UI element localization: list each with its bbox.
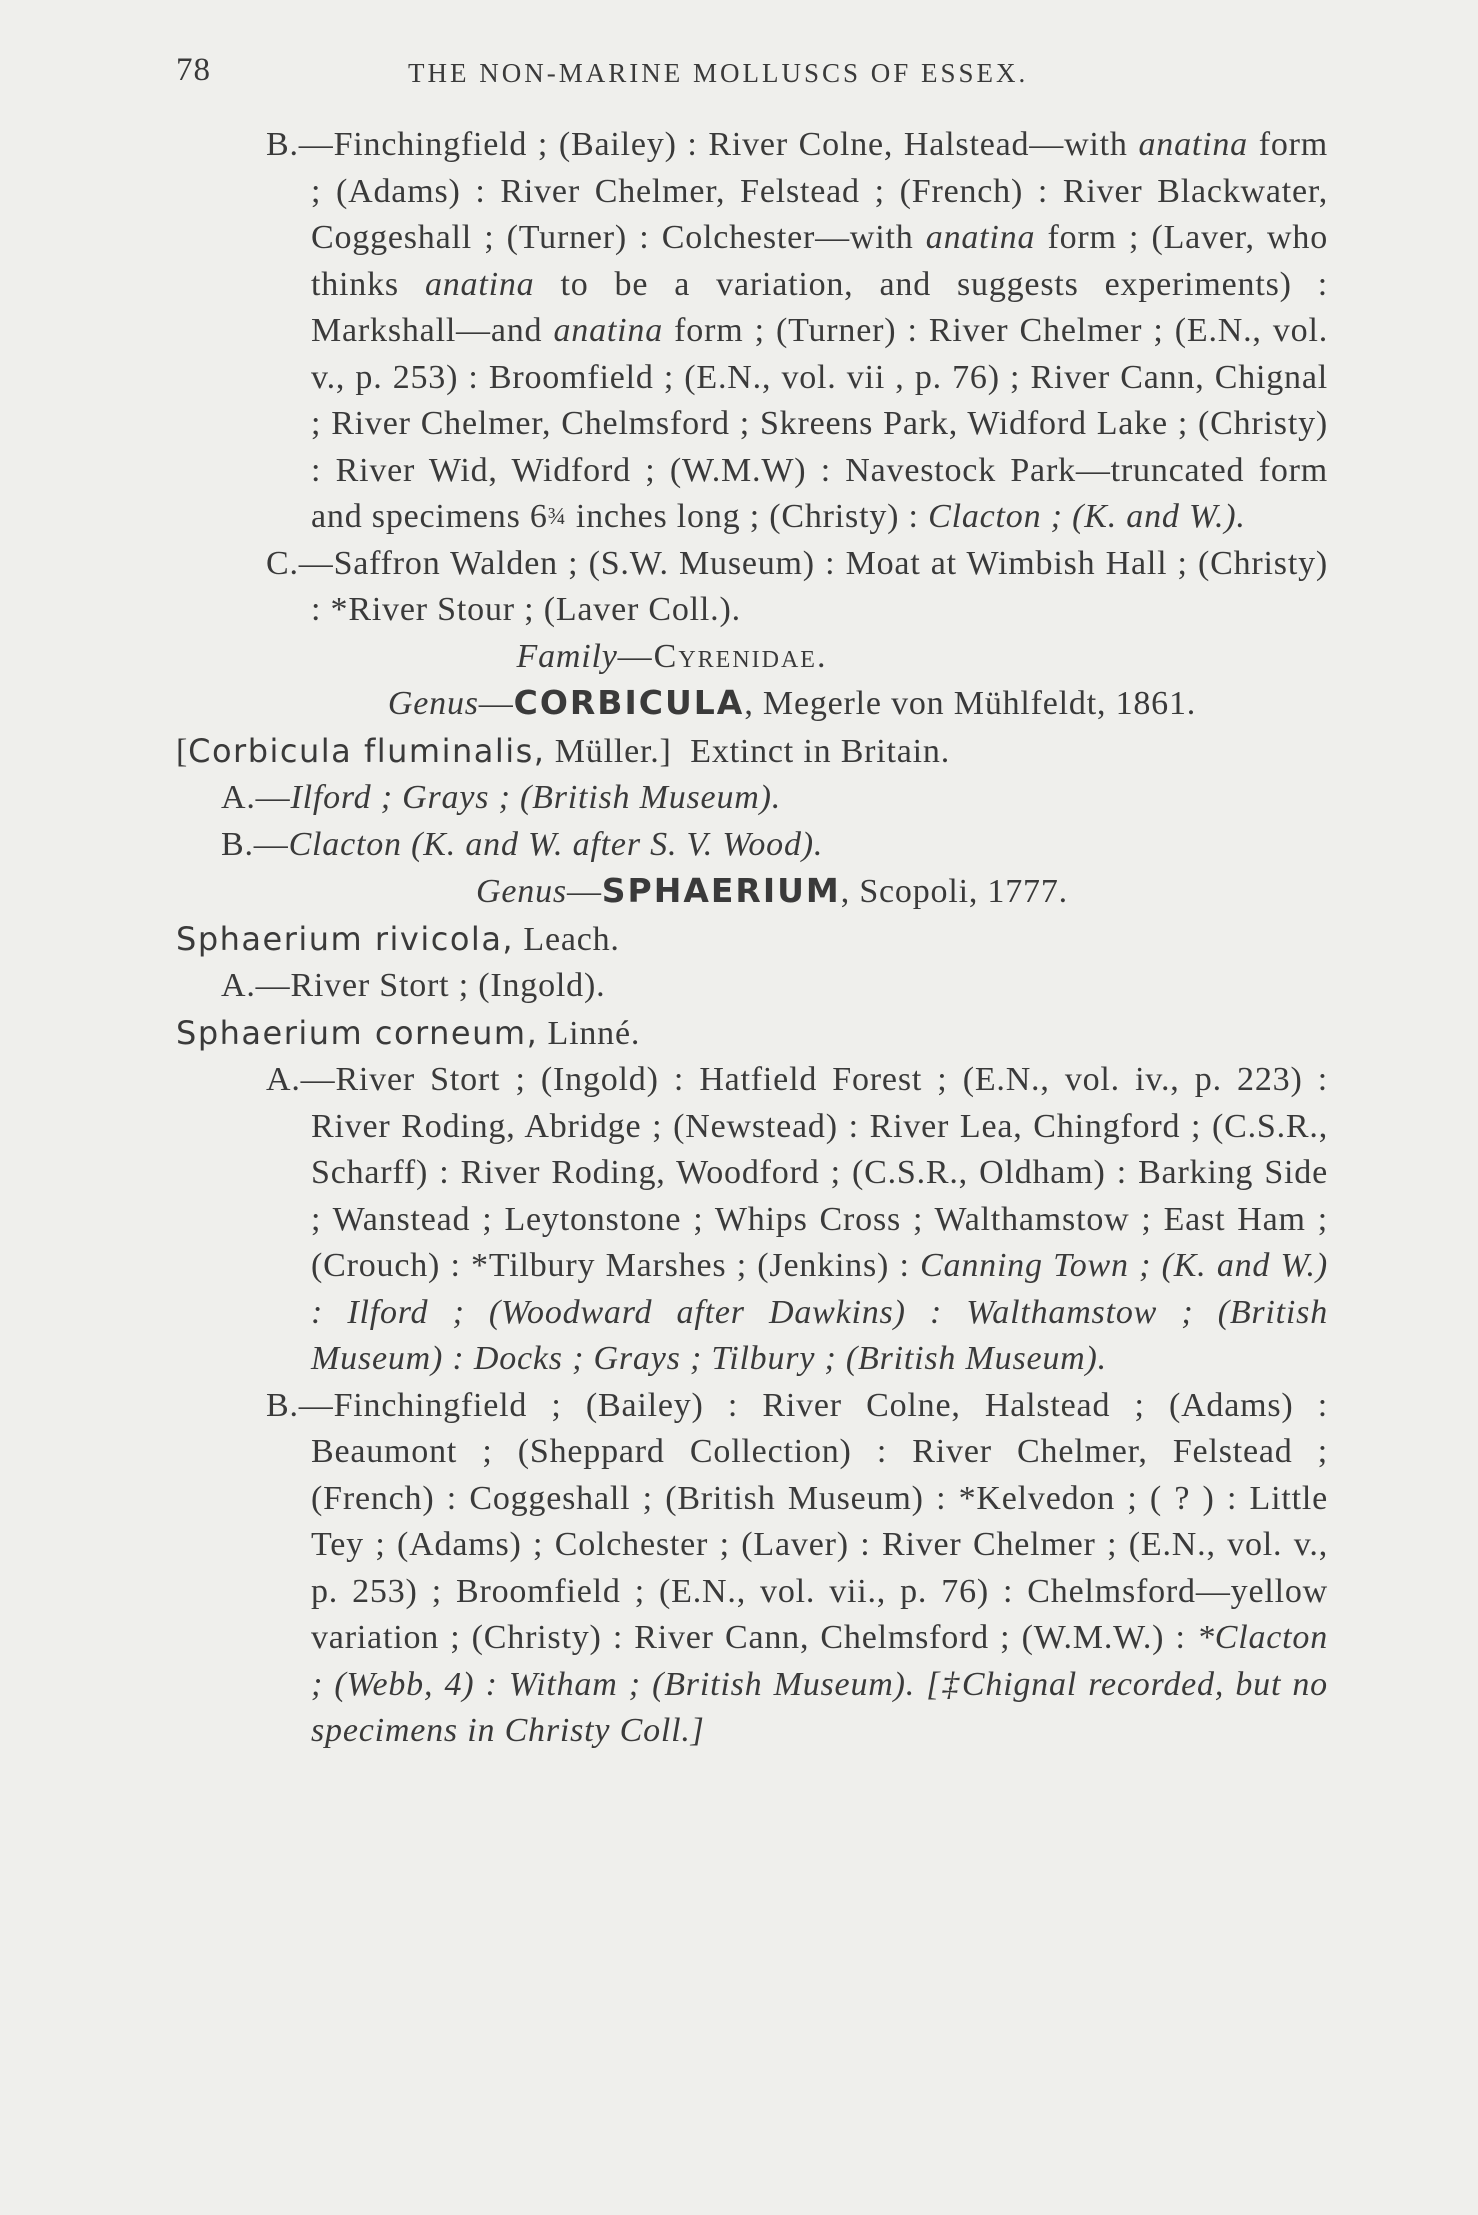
locality-block-b-corneum [176,1383,1328,1755]
genus-name: SPHAERIUM [601,871,841,910]
text-run: B.—Finchingfield ; (Bailey) : River Colne, Halstead ; (Adams) : Beaumont ; (Sheppard Collection) : River Chelmer, Felstead ; (French) : Coggeshall ; (British Museum) : *Kelvedon ; ( ? ) : Little Tey ; (Adams) ; Colchester ; (Laver) : River Chelmer ; (E.N., vol. v., p. 253) ; Broomfield ; (E.N., vol. vii., p. 76) : Chelmsford—yellow variation ; (Christy) : River Cann, Chelmsford ; (W.M.W.) : [266,1386,1328,1656]
species-name: Corbicula fluminalis, [188,731,546,770]
text-run: inches long ; (Christy) : [566,498,929,535]
species-authority: Leach. [514,920,620,958]
family-heading [176,634,1328,681]
genus-heading-sphaerium [176,868,1328,916]
species-name: Sphaerium rivicola, [176,919,515,958]
text-run: B.— [221,825,289,863]
text-run: form ; (Turner) : River Chelmer ; (E.N., vol. v., p. 253) : Broomfield ; (E.N., vol. vii , p. 76) ; River Cann, Chignal ; River Chelmer, Chelmsford ; Skreens Park, Widford Lake ; (Christy) : River Wid, Widford ; (W.M.W) : Navestock Park—truncated form and specimens 6 [311,312,1328,535]
species-authority: Müller.] [545,732,672,770]
italic-run: Clacton ; (K. and W.). [928,498,1246,535]
species-name: Sphaerium corneum, [176,1013,539,1052]
genus-label: Genus [476,873,567,910]
locality-a-corbicula [176,775,1328,822]
locality-b-corbicula [176,822,1328,869]
italic-run: anatina [553,312,663,349]
dash: — [566,873,602,910]
fraction: ¾ [547,504,567,530]
locality-block-b-unionidae [176,122,1328,541]
text-run: to be a variation, and suggests experiments) : Markshall—and [311,265,1329,349]
family-label: Family [516,637,618,675]
page-number: 78 [176,52,211,88]
species-heading-sphaerium-corneum [176,1010,1328,1058]
family-name: —Cyrenidae. [617,637,828,675]
species-authority: Linné. [538,1014,641,1052]
locality-block-c: C.—Saffron Walden ; (S.W. Museum) : Moat at Wimbish Hall ; (Christy) : *River Stour ; (Laver Coll.). [266,544,1328,628]
italic-run: anatina [925,219,1036,256]
italic-run: Ilford ; Grays ; (British Museum). [290,779,782,816]
locality-a-rivicola: A.—River Stort ; (Ingold). [221,967,606,1004]
species-heading-sphaerium-rivicola [176,916,1328,964]
text-run: A.—River Stort ; (Ingold) : Hatfield Forest ; (E.N., vol. iv., p. 223) : River Roding, Abridge ; (Newstead) : River Lea, Chingford ; (C.S.R., Scharff) : River Roding, Woodford ; (C.S.R., Oldham) : Barking Side ; Wanstead ; Leytonstone ; Whips Cross ; Walthamstow ; East Ham ; (Crouch) : *Tilbury Marshes ; (Jenkins) : [266,1061,1328,1284]
dash: — [478,685,514,722]
genus-name: CORBICULA [513,683,745,722]
text-run: B.—Finchingfield ; (Bailey) : River Colne, Halstead—with [266,126,1139,163]
running-title: THE NON-MARINE MOLLUSCS OF ESSEX. [408,58,1029,88]
genus-heading-corbicula [176,680,1328,728]
species-heading-corbicula-fluminalis [176,728,1328,776]
locality-block-a-corneum [176,1057,1328,1383]
genus-authority: , Scopoli, 1777. [840,873,1068,910]
running-header [0,52,1478,92]
italic-run: anatina [1138,126,1248,163]
page-content [176,122,1328,1755]
text-run: form ; (Adams) : River Chelmer, Felstead ; (French) : River Blackwater, Coggeshall ; (Turner) : Colchester—with [311,126,1328,256]
bracket: [ [176,732,189,770]
text-run: A.— [221,779,291,816]
genus-label: Genus [387,685,479,722]
species-note: Extinct in Britain. [671,732,951,770]
italic-run: *Clacton ; (Webb, 4) : Witham ; (British Museum). [‡Chignal recorded, but no specimens in Christy Coll.] [311,1619,1328,1749]
italic-run: Canning Town ; (K. and W.) : Ilford ; (Woodward after Dawkins) : Walthamstow ; (British Museum) : Docks ; Grays ; Tilbury ; (British Museum). [311,1247,1328,1377]
italic-run: anatina [424,265,535,303]
italic-run: Clacton (K. and W. after S. V. Wood). [288,825,824,863]
text-run: form ; (Laver, who thinks [311,219,1328,303]
genus-authority: , Megerle von Mühlfeldt, 1861. [744,685,1197,722]
